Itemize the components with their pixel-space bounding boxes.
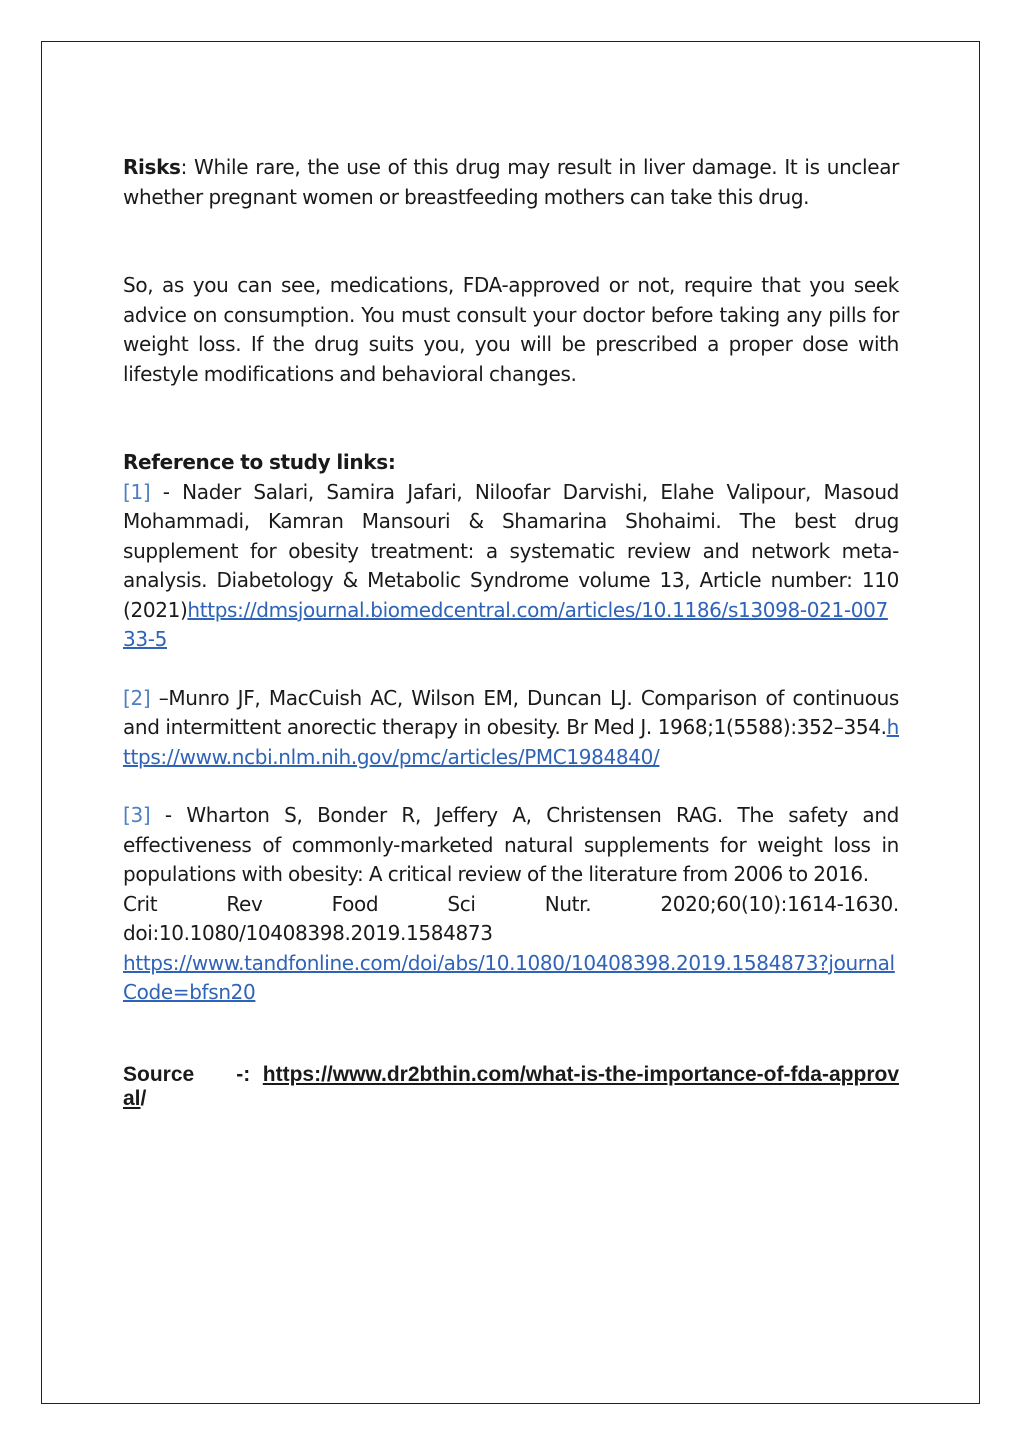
source-link-tail: / [140,1086,147,1110]
reference-item-2 [123,684,899,773]
risks-paragraph [123,153,899,212]
citation-word: Rev [226,891,263,916]
reference-link[interactable]: https://www.ncbi.nlm.nih.gov/pmc/articles/PMC1984840/ [123,715,899,769]
reference-number[interactable]: [3] [123,803,151,827]
reference-number[interactable]: [2] [123,685,151,710]
reference-3-doi: doi:10.1080/10408398.2019.1584873 [123,921,493,945]
citation-word: Food [331,891,379,916]
risks-label: Risks [123,155,181,179]
reference-3-citation [123,890,899,920]
reference-text: - Nader Salari, Samira Jafari, Niloofar Darvishi, Elahe Valipour, Masoud Mohammadi, Kamran Mansouri & Shamarina Shohaimi. The best drug supplement for obesity treatment: a systematic review and network meta-analysis. Diabetology & Metabolic Syndrome volume 13, Article number: 110 (2021) [123,479,899,622]
source-line [123,1063,899,1111]
reference-item-3 [123,801,899,1008]
citation-word: Nutr. [544,891,592,916]
risks-text: : While rare, the use of this drug may result in liver damage. It is unclear whether pregnant women or breastfeeding mothers can take this drug. [123,155,899,209]
reference-text: - Wharton S, Bonder R, Jeffery A, Christensen RAG. The safety and effectiveness of commonly-marketed natural supplements for weight loss in populations with obesity: A critical review of the literature from 2006 to 2016. [123,803,899,886]
reference-item-1 [123,478,899,655]
source-link[interactable]: https://www.dr2bthin.com/what-is-the-importance-of-fda-approval [123,1062,899,1110]
citation-word: Crit [123,891,158,916]
reference-text: –Munro JF, MacCuish AC, Wilson EM, Duncan LJ. Comparison of continuous and intermittent anorectic therapy in obesity. Br Med J. 1968;1(5588):352–354. [123,685,899,739]
citation-word: 2020;60(10):1614-1630. [660,891,899,916]
reference-link[interactable]: https://dmsjournal.biomedcentral.com/articles/10.1186/s13098-021-00733-5 [123,597,888,651]
summary-paragraph: So, as you can see, medications, FDA-approved or not, require that you seek advice on consumption. You must consult your doctor before taking any pills for weight loss. If the drug suits you, you will be prescribed a proper dose with lifestyle modifications and behavioral changes. [123,273,899,386]
references-heading: Reference to study links: [123,450,396,474]
references-list [123,478,899,1008]
reference-link[interactable]: https://www.tandfonline.com/doi/abs/10.1080/10408398.2019.1584873?journalCode=bfsn20 [123,950,895,1004]
reference-3-body [123,801,899,890]
reference-number[interactable]: [1] [123,479,151,504]
source-separator: -: [236,1062,251,1086]
citation-word: Sci [447,891,476,916]
source-label: Source [123,1062,195,1086]
document-body [123,153,899,1111]
